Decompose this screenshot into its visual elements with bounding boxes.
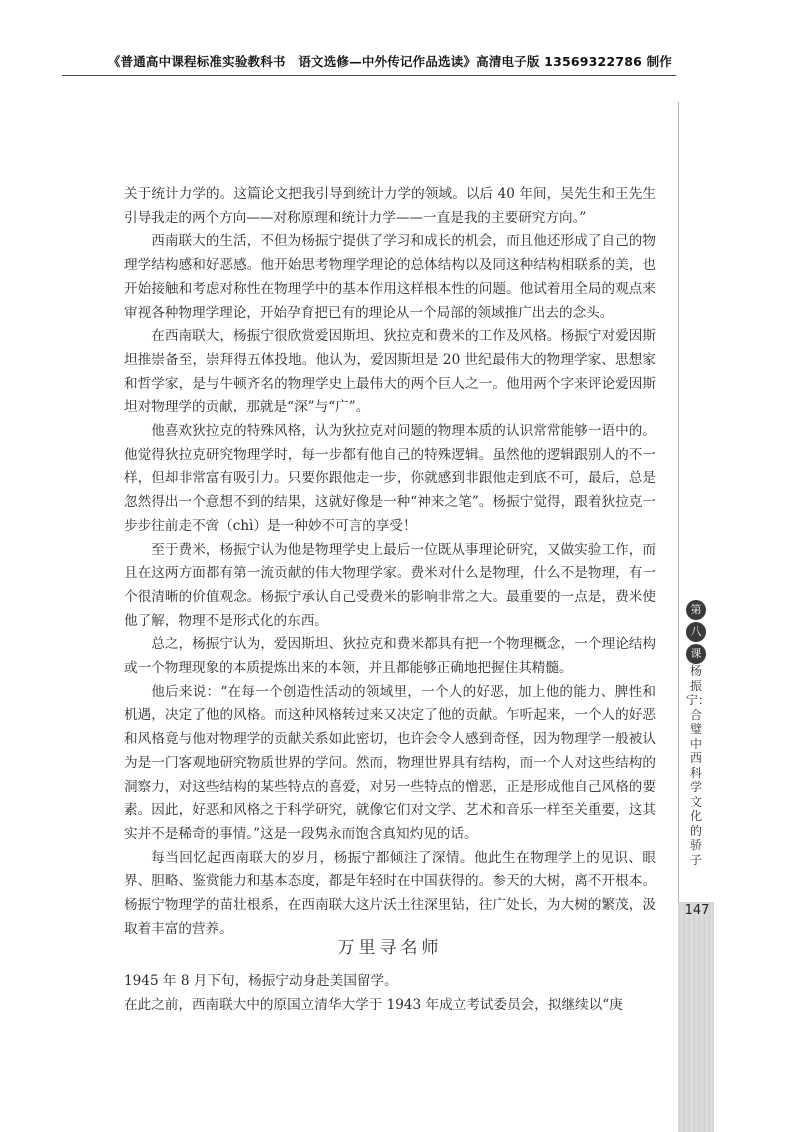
lesson-badge: 八	[686, 622, 706, 642]
lesson-title: 杨振宁：合璧中西科学文化的骄子	[686, 664, 711, 867]
header-divider	[62, 75, 676, 76]
running-header: 《普通高中课程标准实验教科书 语文选修—中外传记作品选读》高清电子版 13569322786 制作	[107, 54, 672, 69]
paragraph: 在西南联大，杨振宁很欣赏爱因斯坦、狄拉克和费米的工作及风格。杨振宁对爱因斯坦推崇备至，崇拜得五体投地。他认为，爱因斯坦是 20 世纪最伟大的物理学家、思想家和哲学家，是与牛顿齐名的物理学史上最伟大的两个巨人之一。他用两个字来评论爱因斯坦对物理学的贡献，那就是“深”与“广”。	[124, 328, 656, 416]
page-number: 147	[684, 903, 710, 918]
paragraph: 总之，杨振宁认为，爱因斯坦、狄拉克和费米都具有把一个物理概念，一个理论结构或一个物理现象的本质提炼出来的本领，并且都能够正确地把握住其精髓。	[124, 636, 656, 677]
lesson-badge: 课	[686, 644, 706, 664]
paragraph: 至于费米，杨振宁认为他是物理学史上最后一位既从事理论研究，又做实验工作，而且在这两方面都有第一流贡献的伟大物理学家。费米对什么是物理，什么不是物理，有一个很清晰的价值观念。杨振宁承认自己受费米的影响非常之大。最重要的一点是，费米使他了解，物理不是形式化的东西。	[124, 541, 656, 629]
paragraph: 西南联大的生活，不但为杨振宁提供了学习和成长的机会，而且他还形成了自己的物理学结构感和好恶感。他开始思考物理学理论的总体结构以及同这种结构相联系的美，也开始接触和考虑对称性在物理学中的基本作用这样根本性的问题。他试着用全局的观点来审视各种物理学理论，开始孕育把已有的理论从一个局部的领域推广出去的念头。	[124, 233, 656, 321]
paragraph: 在此之前，西南联大中的原国立清华大学于 1943 年成立考试委员会，拟继续以“庚	[124, 996, 623, 1013]
main-text	[124, 183, 656, 942]
paragraph: 关于统计力学的。这篇论文把我引导到统计力学的领域。以后 40 年间，吴先生和王先生引导我走的两个方向——对称原理和统计力学——一直是我的主要研究方向。”	[124, 186, 656, 226]
paragraph: 每当回忆起西南联大的岁月，杨振宁都倾注了深情。他此生在物理学上的见识、眼界、胆略、鉴赏能力和基本态度，都是年轻时在中国获得的。参天的大树，离不开根本。杨振宁物理学的苗壮根系，在西南联大这片沃土往深里钻，往广处长，为大树的繁茂，汲取着丰富的营养。	[124, 849, 656, 937]
sidebar-rule	[678, 102, 679, 902]
lesson-badge: 第	[686, 600, 706, 620]
section-title: 万里寻名师	[337, 938, 443, 958]
paragraph: 他喜欢狄拉克的特殊风格，认为狄拉克对问题的物理本质的认识常常能够一语中的。他觉得狄拉克研究物理学时，每一步都有他自己的特殊逻辑。虽然他的逻辑跟别人的不一样，但却非常富有吸引力。只要你跟他走一步，你就感到非跟他走到底不可，最后，总是忽然得出一个意想不到的结果，这就好像是一种“神来之笔”。杨振宁觉得，跟着狄拉克一步步往前走不啻（chì）是一种妙不可言的享受！	[124, 423, 656, 534]
sidebar-shaded-block	[678, 902, 714, 1132]
paragraph: 1945 年 8 月下旬，杨振宁动身赴美国留学。	[124, 973, 398, 989]
section-text	[124, 970, 656, 1017]
paragraph: 他后来说：“在每一个创造性活动的领域里，一个人的好恶，加上他的能力、脾性和机遇，决定了他的风格。而这种风格转过来又决定了他的贡献。乍听起来，一个人的好恶和风格竟与他对物理学的贡献关系如此密切，也许会令人感到奇怪，因为物理学一般被认为是一门客观地研究物质世界的学问。然而，物理世界具有结构，而一个人对这些结构的洞察力，对这些结构的某些特点的喜爱，对另一些特点的憎恶，正是形成他自己风格的要素。因此，好恶和风格之于科学研究，就像它们对文学、艺术和音乐一样至关重要，这其实并不是稀奇的事情。”这是一段隽永而饱含真知灼见的话。	[124, 683, 656, 842]
